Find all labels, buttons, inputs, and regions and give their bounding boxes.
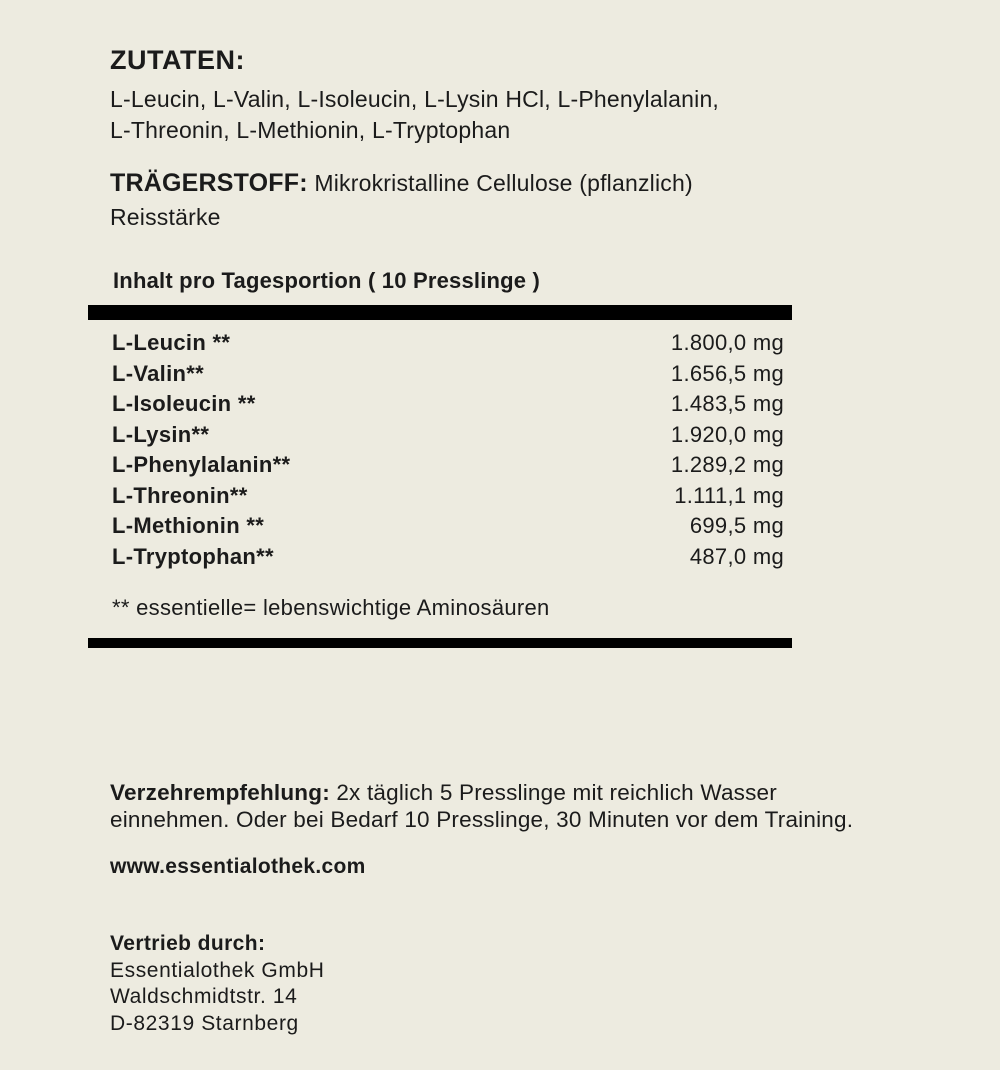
table-header: Inhalt pro Tagesportion ( 10 Presslinge ) [113,268,541,293]
carrier-section [88,166,1000,234]
table-row [112,544,784,575]
nutrient-amount: 1.656,5 mg [670,360,784,386]
ingredients-heading: ZUTATEN: [110,45,245,75]
nutrient-amount: 487,0 mg [689,543,784,569]
nutrient-amount: 1.920,0 mg [670,421,784,447]
nutrient-amount: 1.111,1 mg [674,482,784,508]
carrier-value: Mikrokristalline Cellulose (pflanzlich) [314,170,693,196]
table-row [112,513,784,544]
dosage-recommendation [88,779,885,833]
nutrient-name: L-Threonin** [112,482,248,508]
ingredients-line-1: L-Leucin, L-Valin, L-Isoleucin, L-Lysin HCl, L-Phenylalanin, [110,86,720,112]
nutrient-amount: 1.800,0 mg [670,330,784,355]
dosage-label: Verzehrempfehlung: [110,780,330,805]
table-row [112,452,784,483]
carrier-line-2: Reisstärke [110,204,221,230]
table-footnote: ** essentielle= lebenswichtige Aminosäuren [112,595,550,620]
table-row [112,361,784,392]
distributor-company: Essentialothek GmbH [110,958,325,982]
carrier-label: TRÄGERSTOFF: [110,169,308,197]
distributor-section [88,931,1000,1037]
table-row [112,391,784,422]
nutrient-amount: 699,5 mg [689,513,784,538]
distributor-street: Waldschmidtstr. 14 [110,985,298,1008]
ingredients-line-2: L-Threonin, L-Methionin, L-Tryptophan [110,117,511,143]
table-rows [88,330,792,574]
nutrient-name: L-Leucin ** [112,330,231,355]
nutrient-amount: 1.483,5 mg [670,391,784,416]
distributor-label: Vertrieb durch: [110,932,266,955]
nutrient-amount: 1.289,2 mg [670,452,784,477]
table-row [112,422,784,453]
carrier-line-1 [110,166,1000,200]
dosage-text: 2x täglich 5 Presslinge mit reichlich Wasser einnehmen. Oder bei Bedarf 10 Presslinge, 30 Minuten vor dem Training. [110,780,854,832]
nutrition-table [88,268,792,648]
website-url: www.essentialothek.com [110,855,366,878]
nutrient-name: L-Methionin ** [112,513,265,538]
nutrient-name: L-Valin** [112,360,204,386]
table-row [112,483,784,514]
nutrient-name: L-Tryptophan** [112,543,274,569]
nutrient-name: L-Lysin** [112,421,210,447]
distributor-city: D-82319 Starnberg [110,1011,299,1035]
nutrient-name: L-Isoleucin ** [112,391,256,416]
table-bottom-rule [88,638,792,648]
table-top-rule [88,305,792,320]
ingredients-list [88,84,1000,146]
table-row [112,330,784,361]
nutrient-name: L-Phenylalanin** [112,452,291,477]
